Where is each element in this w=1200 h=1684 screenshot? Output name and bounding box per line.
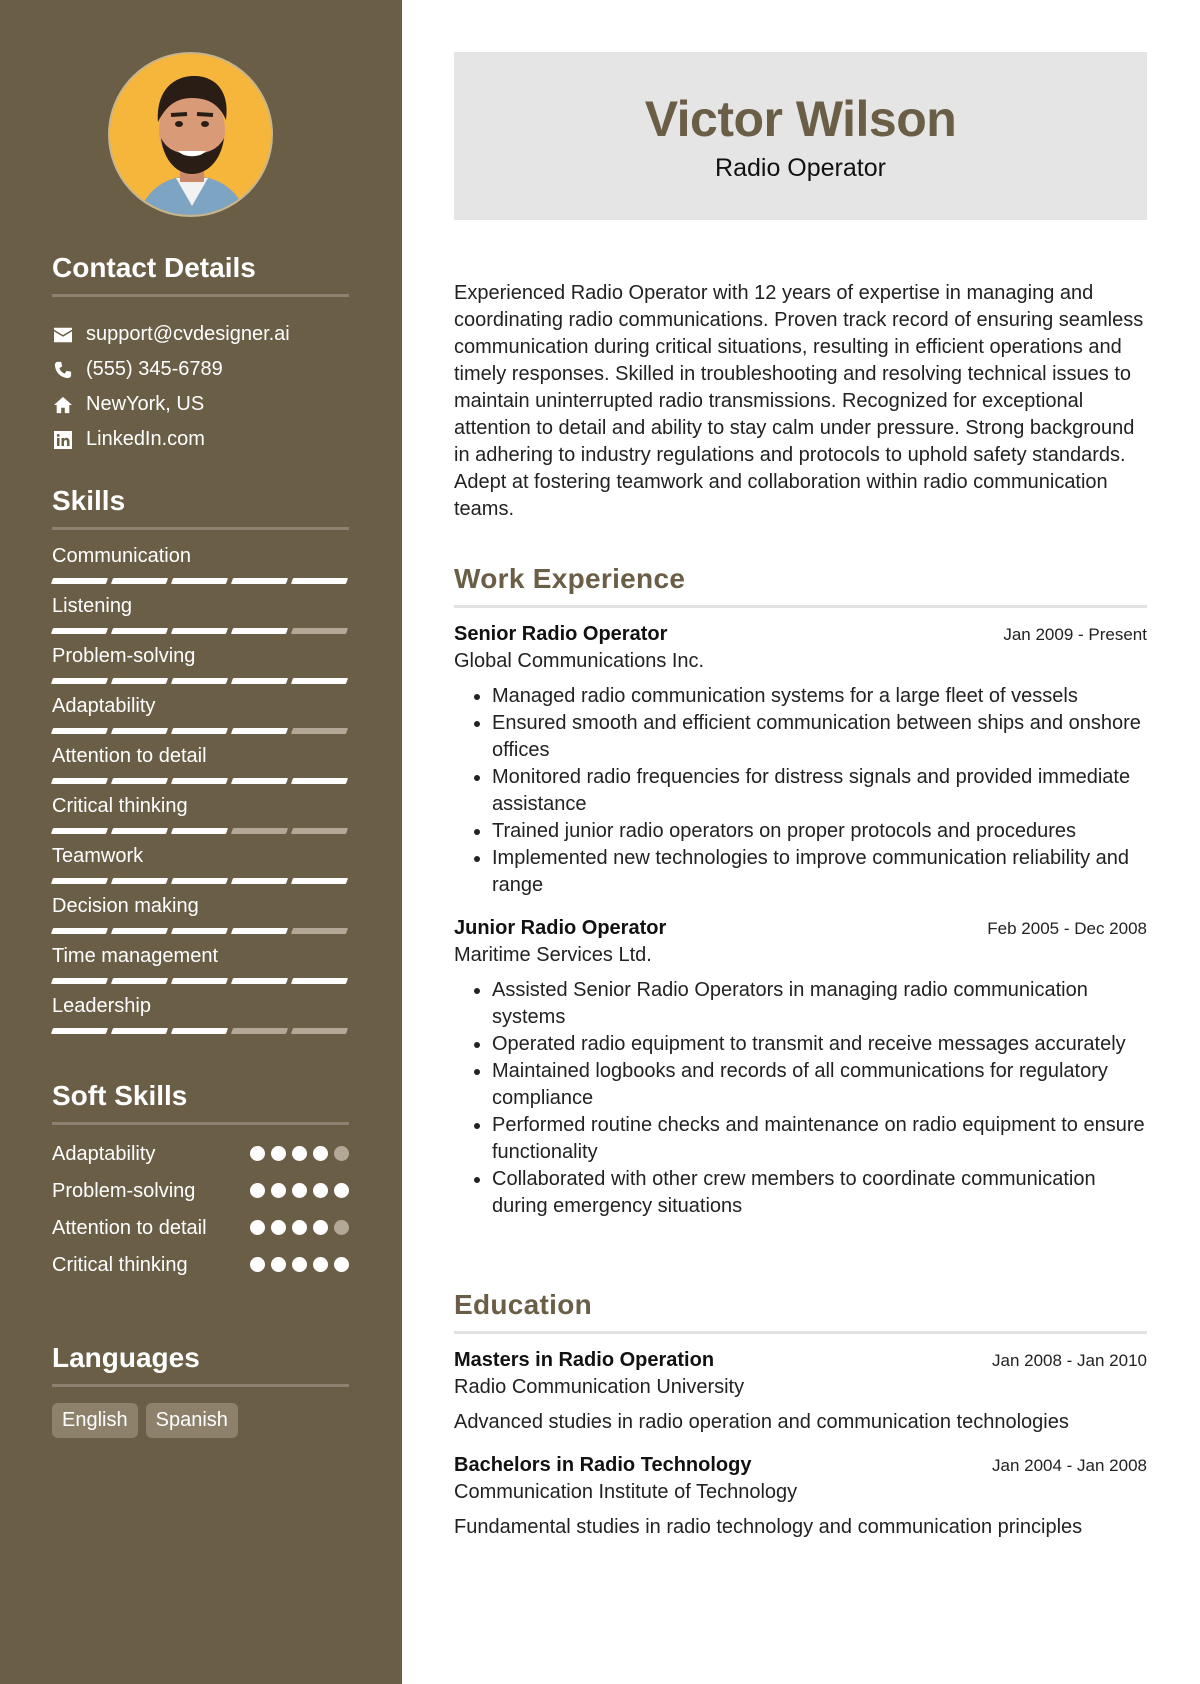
skill-row	[52, 990, 349, 1040]
home-icon	[52, 395, 74, 415]
skill-name: Attention to detail	[52, 745, 207, 767]
phone-icon	[52, 360, 74, 380]
rating-dot	[271, 1220, 286, 1235]
education-title: Education	[454, 1289, 1147, 1334]
skill-level-segment	[291, 578, 348, 584]
skill-name: Teamwork	[52, 845, 144, 867]
skill-level-segment	[291, 928, 348, 934]
job-date: Jan 2009 - Present	[1003, 625, 1147, 644]
summary-paragraph: Experienced Radio Operator with 12 years of expertise in managing and coordinating radio communications. Proven track record of ensuring seamless communication during critical situations, resulting in efficient operations and timely responses. Skilled in troubleshooting and resolving technical issues to maintain uninterrupted radio transmissions. Recognized for exceptional attention to detail and ability to stay calm under pressure. Strong background in adhering to industry regulations and protocols to uphold safety standards. Adept at fostering teamwork and collaboration within radio communication teams.	[454, 282, 1144, 520]
skill-level-segment	[231, 1028, 288, 1034]
skill-level-segment	[111, 678, 168, 684]
degree-description: Fundamental studies in radio technology and communication principles	[454, 1516, 1083, 1538]
skill-level-segment	[51, 978, 108, 984]
contact-list	[52, 317, 349, 457]
job-bullet: • Monitored radio frequencies for distress signals and provided immediate assistance	[492, 764, 1147, 818]
rating-dot	[313, 1220, 328, 1235]
degree-title: Bachelors in Radio Technology	[454, 1454, 752, 1476]
skill-level-bar	[52, 878, 349, 884]
skill-level-segment	[171, 978, 228, 984]
skill-level-segment	[111, 978, 168, 984]
soft-skill-row	[52, 1178, 349, 1205]
skill-row	[52, 790, 349, 840]
soft-skill-rating	[250, 1146, 349, 1161]
soft-skills-list	[52, 1141, 349, 1279]
skill-level-segment	[51, 878, 108, 884]
school-name: Communication Institute of Technology	[454, 1481, 798, 1503]
skill-level-segment	[111, 578, 168, 584]
languages-list	[52, 1403, 349, 1438]
rating-dot	[334, 1220, 349, 1235]
job-bullet: • Collaborated with other crew members to coordinate communication during emergency situations	[492, 1166, 1147, 1220]
skill-level-segment	[111, 778, 168, 784]
skill-name: Decision making	[52, 895, 199, 917]
skill-level-segment	[51, 778, 108, 784]
rating-dot	[271, 1146, 286, 1161]
skill-level-segment	[111, 1028, 168, 1034]
skill-level-segment	[51, 1028, 108, 1034]
education-entry	[454, 1454, 1147, 1539]
skill-level-segment	[231, 928, 288, 934]
job-bullet: • Implemented new technologies to improve communication reliability and range	[492, 845, 1147, 899]
soft-skills-section	[52, 1080, 349, 1289]
skill-level-segment	[291, 628, 348, 634]
rating-dot	[313, 1146, 328, 1161]
skill-level-bar	[52, 778, 349, 784]
envelope-icon	[52, 325, 74, 345]
contact-location	[52, 387, 349, 422]
rating-dot	[292, 1146, 307, 1161]
rating-dot	[271, 1183, 286, 1198]
skill-level-bar	[52, 678, 349, 684]
skill-level-segment	[51, 828, 108, 834]
degree-description: Advanced studies in radio operation and communication technologies	[454, 1411, 1069, 1433]
job-company: Global Communications Inc.	[454, 650, 705, 672]
soft-skill-rating	[250, 1220, 349, 1235]
skill-level-bar	[52, 828, 349, 834]
rating-dot	[313, 1183, 328, 1198]
soft-skill-rating	[250, 1257, 349, 1272]
candidate-role: Radio Operator	[715, 154, 886, 182]
rating-dot	[313, 1257, 328, 1272]
skill-row	[52, 940, 349, 990]
skill-level-segment	[171, 578, 228, 584]
job-bullets	[454, 977, 1147, 1220]
skill-level-segment	[51, 578, 108, 584]
skill-level-segment	[231, 628, 288, 634]
skill-level-segment	[171, 878, 228, 884]
rating-dot	[250, 1220, 265, 1235]
contact-linkedin-text: LinkedIn.com	[86, 428, 205, 450]
skill-level-segment	[111, 928, 168, 934]
languages-title: Languages	[52, 1342, 349, 1387]
contact-email-text: support@cvdesigner.ai	[86, 323, 290, 345]
skill-level-segment	[231, 878, 288, 884]
skill-level-segment	[291, 978, 348, 984]
job-bullets	[454, 683, 1147, 899]
skill-level-bar	[52, 978, 349, 984]
skill-name: Time management	[52, 945, 218, 967]
skill-level-segment	[171, 728, 228, 734]
soft-skill-name: Adaptability	[52, 1143, 156, 1165]
skill-name: Communication	[52, 545, 191, 567]
soft-skill-row	[52, 1215, 349, 1242]
contact-phone[interactable]	[52, 352, 349, 387]
skills-section	[52, 485, 349, 1040]
contact-section	[52, 252, 349, 457]
skills-title: Skills	[52, 485, 349, 530]
skill-level-segment	[291, 728, 348, 734]
job-bullet: • Ensured smooth and efficient communication between ships and onshore offices	[492, 710, 1147, 764]
rating-dot	[334, 1257, 349, 1272]
language-pill: English	[52, 1403, 138, 1438]
skill-level-segment	[171, 828, 228, 834]
skill-level-segment	[291, 778, 348, 784]
degree-date: Jan 2004 - Jan 2008	[991, 1456, 1147, 1475]
job-bullet: • Operated radio equipment to transmit and receive messages accurately	[492, 1031, 1147, 1058]
skill-row	[52, 690, 349, 740]
soft-skill-rating	[250, 1183, 349, 1198]
rating-dot	[271, 1257, 286, 1272]
profile-photo-illustration	[110, 54, 273, 217]
skill-level-segment	[231, 778, 288, 784]
skill-name: Problem-solving	[52, 645, 196, 667]
skill-level-segment	[111, 878, 168, 884]
skill-level-segment	[171, 678, 228, 684]
skill-level-segment	[51, 678, 108, 684]
contact-title: Contact Details	[52, 252, 349, 297]
degree-date: Jan 2008 - Jan 2010	[991, 1351, 1147, 1370]
contact-email[interactable]	[52, 317, 349, 352]
skill-row	[52, 740, 349, 790]
skill-level-segment	[291, 828, 348, 834]
skill-row	[52, 540, 349, 590]
job-company: Maritime Services Ltd.	[454, 944, 652, 966]
job-bullet: • Managed radio communication systems for a large fleet of vessels	[492, 683, 1147, 710]
job-title: Junior Radio Operator	[454, 917, 667, 939]
skill-level-segment	[111, 828, 168, 834]
skills-list	[52, 540, 349, 1040]
school-name: Radio Communication University	[454, 1376, 745, 1398]
skill-level-segment	[231, 728, 288, 734]
skill-level-segment	[171, 778, 228, 784]
skill-level-segment	[171, 1028, 228, 1034]
degree-title: Masters in Radio Operation	[454, 1349, 715, 1371]
rating-dot	[250, 1183, 265, 1198]
skill-level-bar	[52, 628, 349, 634]
skill-row	[52, 890, 349, 940]
skill-row	[52, 840, 349, 890]
job-title: Senior Radio Operator	[454, 623, 668, 645]
profile-photo	[108, 52, 273, 217]
skill-level-segment	[111, 628, 168, 634]
skill-level-bar	[52, 728, 349, 734]
skill-level-segment	[291, 678, 348, 684]
skill-level-bar	[52, 1028, 349, 1034]
sidebar	[0, 0, 402, 1684]
skill-level-segment	[111, 728, 168, 734]
skill-level-segment	[51, 728, 108, 734]
skill-level-bar	[52, 578, 349, 584]
skill-level-segment	[231, 578, 288, 584]
rating-dot	[292, 1183, 307, 1198]
skill-level-bar	[52, 928, 349, 934]
skill-level-segment	[231, 978, 288, 984]
name-header	[454, 52, 1147, 220]
contact-linkedin[interactable]	[52, 422, 349, 457]
skill-row	[52, 640, 349, 690]
candidate-name: Victor Wilson	[644, 91, 957, 147]
soft-skill-row	[52, 1252, 349, 1279]
skill-row	[52, 590, 349, 640]
job-bullet: • Trained junior radio operators on proper protocols and procedures	[492, 818, 1147, 845]
rating-dot	[292, 1257, 307, 1272]
skill-name: Adaptability	[52, 695, 156, 717]
languages-section	[52, 1342, 349, 1438]
skill-level-segment	[291, 878, 348, 884]
job-entry	[454, 917, 1147, 1220]
skill-name: Critical thinking	[52, 795, 188, 817]
skill-level-segment	[231, 828, 288, 834]
rating-dot	[292, 1220, 307, 1235]
rating-dot	[334, 1183, 349, 1198]
job-bullet: • Performed routine checks and maintenance on radio equipment to ensure functionality	[492, 1112, 1147, 1166]
skill-name: Listening	[52, 595, 133, 617]
soft-skills-title: Soft Skills	[52, 1080, 349, 1125]
soft-skill-row	[52, 1141, 349, 1168]
skill-level-segment	[51, 628, 108, 634]
skill-level-segment	[51, 928, 108, 934]
job-bullet: • Assisted Senior Radio Operators in managing radio communication systems	[492, 977, 1147, 1031]
linkedin-icon	[52, 430, 74, 450]
contact-phone-text: (555) 345-6789	[86, 358, 223, 380]
education-entry	[454, 1349, 1147, 1434]
soft-skill-name: Problem-solving	[52, 1180, 196, 1202]
rating-dot	[250, 1257, 265, 1272]
skill-level-segment	[171, 928, 228, 934]
skill-name: Leadership	[52, 995, 151, 1017]
job-bullet: • Maintained logbooks and records of all communications for regulatory compliance	[492, 1058, 1147, 1112]
skill-level-segment	[291, 1028, 348, 1034]
skill-level-segment	[171, 628, 228, 634]
rating-dot	[334, 1146, 349, 1161]
skill-level-segment	[231, 678, 288, 684]
rating-dot	[250, 1146, 265, 1161]
work-experience-title: Work Experience	[454, 563, 1147, 608]
soft-skill-name: Critical thinking	[52, 1254, 188, 1276]
language-pill: Spanish	[146, 1403, 238, 1438]
job-date: Feb 2005 - Dec 2008	[987, 919, 1147, 938]
contact-location-text: NewYork, US	[86, 393, 205, 415]
job-entry	[454, 623, 1147, 899]
soft-skill-name: Attention to detail	[52, 1217, 207, 1239]
